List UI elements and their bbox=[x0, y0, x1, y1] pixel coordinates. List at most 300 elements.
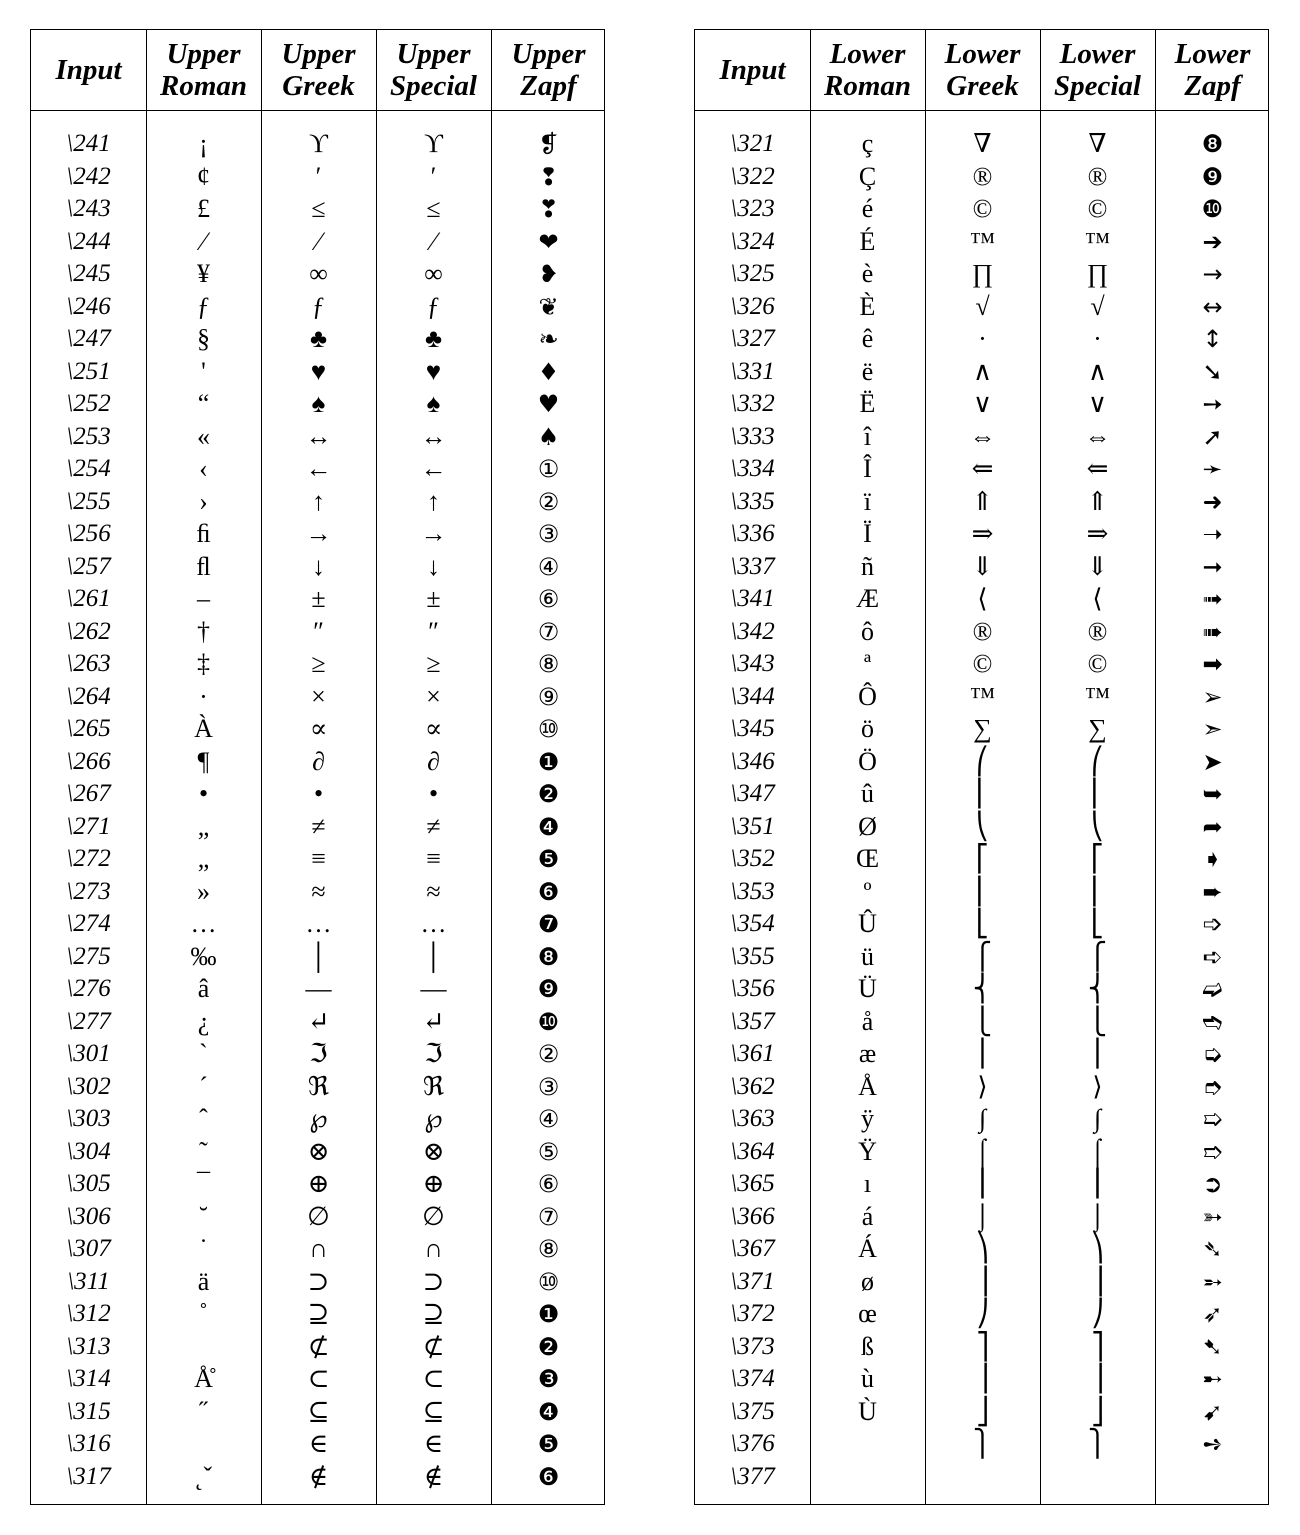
table-cell: ⌡ bbox=[1089, 1201, 1106, 1231]
table-cell: ⎮ bbox=[1090, 1169, 1105, 1198]
table-cell: ⎣ bbox=[976, 909, 989, 938]
table-cell: Ï bbox=[863, 519, 872, 548]
table-cell: ⌠ bbox=[1089, 1136, 1106, 1166]
table-cell: ➬ bbox=[1202, 1007, 1223, 1036]
table-cell: ➞ bbox=[1202, 552, 1223, 581]
table-cell: „ bbox=[197, 811, 210, 841]
table-cell: \247 bbox=[66, 325, 111, 352]
table-cell: ↓ bbox=[427, 551, 440, 581]
table-cell: ˜ bbox=[199, 1136, 208, 1166]
table-cell: Å̊ bbox=[194, 1364, 213, 1393]
table-cell: ê bbox=[861, 324, 874, 353]
table-cell: ù bbox=[861, 1364, 874, 1393]
table-cell: û bbox=[861, 779, 874, 808]
table-cell: ı bbox=[863, 1169, 872, 1198]
table-cell: \245 bbox=[66, 260, 111, 287]
header-line: Lower bbox=[829, 38, 906, 70]
table-cell: — bbox=[305, 974, 332, 1003]
table-cell: ⎞ bbox=[1091, 1234, 1104, 1263]
table-cell: \271 bbox=[66, 812, 111, 840]
table-cell: ⎣ bbox=[1091, 909, 1104, 938]
table-cell: … bbox=[420, 909, 447, 938]
table-cell: ¯ bbox=[197, 1169, 210, 1198]
table-cell: â bbox=[197, 974, 210, 1003]
table-cell: ˛ˇ bbox=[194, 1461, 213, 1491]
table-cell: \334 bbox=[730, 455, 775, 482]
table-cell: ❦ bbox=[538, 292, 559, 321]
column-upper-roman bbox=[146, 128, 261, 1493]
table-cell: ⎮ bbox=[975, 1169, 990, 1198]
table-cell: \354 bbox=[730, 910, 775, 937]
header-line: Input bbox=[55, 54, 122, 86]
table-cell: \306 bbox=[66, 1202, 111, 1230]
table-cell: \305 bbox=[66, 1170, 111, 1197]
table-cell: ⎞ bbox=[976, 1234, 989, 1263]
header-line: Lower bbox=[1174, 38, 1251, 70]
table-cell: · bbox=[978, 324, 987, 353]
table-cell: ⎫ bbox=[1087, 1429, 1108, 1458]
table-cell: • bbox=[198, 779, 209, 808]
table-cell: ➘ bbox=[1202, 357, 1223, 386]
table-cell: \314 bbox=[66, 1365, 111, 1392]
table-cell: ⟩ bbox=[1092, 1071, 1103, 1101]
table-cell: ❿ bbox=[1201, 195, 1224, 223]
table-cell: ⁄ bbox=[201, 226, 206, 256]
header-lower-zapf bbox=[1155, 30, 1270, 110]
table-cell: \264 bbox=[66, 682, 111, 710]
table-cell: ⎢ bbox=[1091, 876, 1104, 906]
table-cell: ➴ bbox=[1202, 1235, 1223, 1263]
table-cell: á bbox=[861, 1201, 874, 1231]
table-cell: \364 bbox=[730, 1137, 775, 1165]
table-cell: ➙ bbox=[1202, 390, 1223, 418]
table-cell: \255 bbox=[66, 487, 111, 515]
table-cell: … bbox=[190, 909, 217, 938]
table-cell: – bbox=[197, 584, 210, 613]
table-cell: ➡ bbox=[1202, 650, 1223, 678]
header-upper-special bbox=[376, 30, 491, 110]
table-cell: ± bbox=[426, 584, 441, 613]
table-cell: ∑ bbox=[973, 714, 992, 743]
table-cell: Á bbox=[858, 1234, 877, 1263]
table-cell: \376 bbox=[730, 1430, 775, 1457]
table-cell: ∞ bbox=[424, 259, 443, 288]
table-cell: \262 bbox=[66, 617, 111, 645]
table-cell: \342 bbox=[730, 617, 775, 645]
table-cell: \371 bbox=[730, 1267, 775, 1295]
table-cell: \267 bbox=[66, 780, 111, 807]
table-cell: ∑ bbox=[1088, 714, 1107, 743]
table-cell: ⎤ bbox=[1091, 1331, 1104, 1361]
table-cell: \372 bbox=[730, 1300, 775, 1327]
table-cell: ↔ bbox=[420, 421, 447, 451]
table-cell: \343 bbox=[730, 650, 775, 677]
table-cell: ♣ bbox=[424, 324, 443, 353]
table-cell: ∉ bbox=[423, 1461, 444, 1491]
table-cell: Û bbox=[858, 909, 877, 938]
table-cell: \356 bbox=[730, 975, 775, 1002]
table-cell: ∩ bbox=[309, 1234, 328, 1263]
table-cell: ⎦ bbox=[976, 1396, 989, 1426]
table-cell: ⊗ bbox=[307, 1136, 330, 1166]
column-input bbox=[695, 128, 810, 1493]
table-cell: ⎩ bbox=[1087, 1006, 1108, 1036]
table-cell: \302 bbox=[66, 1072, 111, 1100]
header-lower-special bbox=[1040, 30, 1155, 110]
table-cell: ⊕ bbox=[422, 1169, 445, 1198]
table-cell: ⑤ bbox=[537, 1137, 560, 1166]
table-cell: ⎪ bbox=[972, 1039, 993, 1068]
table-cell: \336 bbox=[730, 520, 775, 547]
table-cell: ∝ bbox=[309, 714, 328, 743]
table-cell: ˘ bbox=[199, 1201, 208, 1231]
table-cell: ❷ bbox=[537, 780, 560, 808]
table-cell: ❿ bbox=[537, 1007, 560, 1036]
table-cell: ➨ bbox=[1202, 877, 1223, 906]
table-cell: ➜ bbox=[1202, 487, 1223, 516]
table-cell: ¿ bbox=[197, 1006, 210, 1036]
table-cell: ∉ bbox=[308, 1461, 329, 1491]
table-cell bbox=[1155, 1461, 1270, 1494]
table-cell: ℘ bbox=[424, 1104, 443, 1133]
table-cell: ➸ bbox=[1202, 1365, 1223, 1393]
table-cell: ↑ bbox=[427, 486, 440, 516]
table-cell: ⊆ bbox=[422, 1396, 445, 1426]
table-cell: ❼ bbox=[537, 910, 560, 938]
table-cell: \374 bbox=[730, 1365, 775, 1392]
table-cell: ❡ bbox=[538, 130, 559, 158]
column-lower-greek bbox=[925, 128, 1040, 1493]
table-cell: \361 bbox=[730, 1040, 775, 1067]
table-cell: ① bbox=[537, 455, 560, 483]
table-cell: … bbox=[305, 909, 332, 938]
table-cell: ö bbox=[861, 714, 874, 743]
table-cell: ④ bbox=[537, 1105, 560, 1133]
table-cell: ➭ bbox=[1202, 1040, 1223, 1068]
table-cell: ⎩ bbox=[972, 1006, 993, 1036]
table-cell: ⊄ bbox=[307, 1331, 330, 1361]
table-cell: ® bbox=[972, 161, 993, 191]
table-cell: \325 bbox=[730, 260, 775, 287]
table-cell: Ù bbox=[858, 1396, 877, 1426]
table-cell: œ bbox=[858, 1299, 877, 1328]
table-cell: × bbox=[311, 681, 326, 711]
table-cell: • bbox=[428, 779, 439, 808]
table-cell: \274 bbox=[66, 910, 111, 937]
table-cell: \273 bbox=[66, 877, 111, 905]
table-cell: ª bbox=[863, 649, 872, 678]
table-cell: \261 bbox=[66, 585, 111, 612]
table-cell: ← bbox=[420, 454, 447, 483]
table-cell: ∏ bbox=[1086, 259, 1109, 288]
table-cell: ❥ bbox=[538, 260, 559, 288]
table-cell bbox=[810, 1461, 925, 1494]
table-cell: Ø bbox=[858, 811, 877, 841]
header-line: Upper bbox=[281, 38, 356, 70]
table-cell: ⑥ bbox=[537, 585, 560, 613]
header-upper-zapf bbox=[491, 30, 606, 110]
table-cell: ` bbox=[199, 1039, 208, 1068]
table-cell: ⑩ bbox=[537, 1267, 560, 1296]
table-cell: \346 bbox=[730, 747, 775, 775]
table-cell: ❶ bbox=[537, 1300, 560, 1328]
table-cell: ② bbox=[537, 487, 560, 516]
table-cell: ∧ bbox=[1087, 356, 1108, 386]
table-cell: Ö bbox=[858, 746, 877, 776]
table-cell: \377 bbox=[730, 1462, 775, 1490]
table-cell: \251 bbox=[66, 357, 111, 385]
table-cell: ′ bbox=[315, 161, 322, 191]
table-cell: ⟨ bbox=[1092, 584, 1103, 613]
table-cell: ↑ bbox=[312, 486, 325, 516]
table-cell: ♥ bbox=[537, 390, 560, 418]
table-cell: ⎡ bbox=[1091, 844, 1104, 873]
column-lower-special bbox=[1040, 128, 1155, 1493]
table-cell: \327 bbox=[730, 325, 775, 352]
table-cell: ❸ bbox=[537, 1365, 560, 1393]
table-cell: \311 bbox=[67, 1267, 110, 1295]
table-cell: ❽ bbox=[1201, 130, 1224, 158]
table-cell: \252 bbox=[66, 390, 111, 417]
table-cell: \253 bbox=[66, 422, 111, 450]
table-cell: ⇔ bbox=[1084, 421, 1111, 451]
table-cell: ″ bbox=[428, 616, 439, 646]
table-cell: ´ bbox=[199, 1071, 208, 1101]
table-cell: ➧ bbox=[1202, 845, 1223, 873]
table-cell: ≥ bbox=[311, 649, 326, 678]
column-upper-zapf bbox=[491, 128, 606, 1493]
table-cell: ˆ bbox=[199, 1104, 208, 1133]
table-cell: ℑ bbox=[309, 1039, 328, 1068]
right-table bbox=[694, 29, 1269, 1505]
table-cell: \333 bbox=[730, 422, 775, 450]
table-cell: ⎜ bbox=[976, 779, 989, 808]
table-cell: \331 bbox=[730, 357, 775, 385]
table-cell: ∈ bbox=[423, 1429, 444, 1458]
table-cell: ♠ bbox=[426, 389, 441, 418]
table-cell: ⎧ bbox=[1087, 941, 1108, 971]
table-cell: ➳ bbox=[1202, 1202, 1223, 1231]
table-cell: ™ bbox=[1084, 226, 1111, 256]
table-cell: ⎛ bbox=[1091, 746, 1104, 776]
table-cell: ℜ bbox=[307, 1071, 330, 1101]
table-cell: \367 bbox=[730, 1235, 775, 1262]
table-cell: § bbox=[197, 324, 210, 353]
table-cell: ❹ bbox=[537, 1397, 560, 1426]
table-cell: ⊂ bbox=[422, 1364, 445, 1393]
table-cell: \316 bbox=[66, 1430, 111, 1457]
table-cell: ❤ bbox=[538, 227, 559, 256]
table-cell: ∅ bbox=[307, 1201, 330, 1231]
table-cell: ❻ bbox=[537, 877, 560, 906]
table-cell: ⇑ bbox=[971, 486, 994, 516]
table-cell: \375 bbox=[730, 1397, 775, 1425]
table-cell: ⊇ bbox=[422, 1299, 445, 1328]
table-cell: │ bbox=[309, 941, 328, 971]
table-cell: ➚ bbox=[1202, 422, 1223, 451]
table-cell: ⑩ bbox=[537, 715, 560, 743]
table-cell: \352 bbox=[730, 845, 775, 872]
table-cell: \324 bbox=[730, 227, 775, 255]
table-cell: ⇐ bbox=[971, 454, 994, 483]
table-cell: ä bbox=[197, 1266, 210, 1296]
table-cell: \272 bbox=[66, 845, 111, 872]
header-line: Zapf bbox=[1184, 70, 1241, 102]
table-cell: ˝ bbox=[199, 1396, 208, 1426]
table-cell: √ bbox=[1090, 291, 1105, 321]
table-cell: \243 bbox=[66, 195, 111, 222]
table-cell: \266 bbox=[66, 747, 111, 775]
table-cell: ♥ bbox=[310, 356, 327, 386]
table-cell: ❺ bbox=[537, 1430, 560, 1458]
table-cell: \323 bbox=[730, 195, 775, 222]
table-cell: \335 bbox=[730, 487, 775, 515]
table-cell: © bbox=[972, 194, 993, 223]
table-cell: “ bbox=[197, 389, 210, 418]
table-cell: ≈ bbox=[311, 876, 326, 906]
table-cell: ∇ bbox=[973, 129, 992, 158]
table-cell: ♣ bbox=[309, 324, 328, 353]
table-cell: ⇓ bbox=[1086, 551, 1109, 581]
table-cell: ⎠ bbox=[976, 1299, 989, 1328]
table-cell: ≈ bbox=[426, 876, 441, 906]
table-cell: ⇓ bbox=[971, 551, 994, 581]
table-cell: ≡ bbox=[426, 844, 441, 873]
table-cell: ‰ bbox=[190, 941, 217, 971]
table-cell: \307 bbox=[66, 1235, 111, 1262]
table-cell: ≥ bbox=[426, 649, 441, 678]
table-cell: ß bbox=[861, 1331, 874, 1361]
table-cell: ♥ bbox=[425, 356, 442, 386]
table-cell: ∅ bbox=[422, 1201, 445, 1231]
table-cell: \256 bbox=[66, 520, 111, 547]
table-cell: ⎨ bbox=[972, 974, 993, 1003]
table-cell: ♦ bbox=[537, 357, 560, 386]
table-cell: \242 bbox=[66, 162, 111, 190]
table-cell: ↵ bbox=[422, 1006, 445, 1036]
header-input bbox=[31, 30, 146, 110]
table-cell: ⎨ bbox=[1087, 974, 1108, 1003]
table-cell: ∂ bbox=[427, 746, 440, 776]
table-cell: ≠ bbox=[426, 811, 441, 841]
table-cell: ❽ bbox=[537, 942, 560, 971]
table-cell: ⌡ bbox=[974, 1201, 991, 1231]
table-cell: Ü bbox=[858, 974, 877, 1003]
table-cell: ➦ bbox=[1202, 812, 1223, 841]
table-cell: º bbox=[863, 876, 872, 906]
header-line: Greek bbox=[282, 70, 355, 102]
table-cell: ⊃ bbox=[422, 1266, 445, 1296]
table-cell: é bbox=[861, 194, 874, 223]
table-cell: ü bbox=[861, 941, 874, 971]
table-cell: È bbox=[859, 291, 876, 321]
table-cell: — bbox=[420, 974, 447, 1003]
table-cell: \366 bbox=[730, 1202, 775, 1230]
table-cell: ↵ bbox=[307, 1006, 330, 1036]
table-cell: å bbox=[861, 1006, 874, 1036]
table-cell bbox=[1040, 1461, 1155, 1494]
table-cell: ¢ bbox=[197, 161, 210, 191]
table-cell: ⎝ bbox=[976, 811, 989, 841]
header-line: Input bbox=[719, 54, 786, 86]
table-cell: ➟ bbox=[1202, 585, 1223, 613]
left-table bbox=[30, 29, 605, 1505]
column-lower-zapf bbox=[1155, 128, 1270, 1493]
table-cell: ‡ bbox=[197, 649, 210, 678]
header-upper-greek bbox=[261, 30, 376, 110]
table-cell: ➷ bbox=[1202, 1332, 1223, 1361]
table-cell: ï bbox=[863, 486, 872, 516]
table-cell: ⑨ bbox=[537, 682, 560, 711]
column-lower-roman bbox=[810, 128, 925, 1493]
table-cell: ∨ bbox=[1087, 389, 1108, 418]
table-cell: ⑦ bbox=[537, 1202, 560, 1231]
table-cell: ∞ bbox=[309, 259, 328, 288]
table-cell: ⁄ bbox=[316, 226, 321, 256]
table-cell: \353 bbox=[730, 877, 775, 905]
table-cell: ™ bbox=[969, 226, 996, 256]
table-cell: ➯ bbox=[1202, 1105, 1223, 1133]
table-cell: ② bbox=[537, 1040, 560, 1068]
table-cell: ® bbox=[1087, 616, 1108, 646]
table-cell: ⊆ bbox=[307, 1396, 330, 1426]
table-cell: \315 bbox=[66, 1397, 111, 1425]
table-cell: è bbox=[861, 259, 874, 288]
table-cell: \344 bbox=[730, 682, 775, 710]
table-cell: ⊇ bbox=[307, 1299, 330, 1328]
table-cell: · bbox=[199, 681, 208, 711]
table-cell: Œ bbox=[855, 844, 880, 873]
header-line: Upper bbox=[511, 38, 586, 70]
table-cell: ± bbox=[311, 584, 326, 613]
column-upper-special bbox=[376, 128, 491, 1493]
table-cell: É bbox=[859, 226, 876, 256]
table-cell: Ÿ bbox=[858, 1136, 877, 1166]
table-cell: ⎤ bbox=[976, 1331, 989, 1361]
table-cell: ⇑ bbox=[1086, 486, 1109, 516]
table-cell: î bbox=[863, 421, 872, 451]
header-line: Zapf bbox=[520, 70, 577, 102]
column-upper-greek bbox=[261, 128, 376, 1493]
table-cell: ∧ bbox=[972, 356, 993, 386]
table-cell: \322 bbox=[730, 162, 775, 190]
table-cell: ➪ bbox=[1202, 942, 1223, 971]
table-cell bbox=[810, 1428, 925, 1461]
table-cell bbox=[146, 1331, 261, 1364]
table-cell: \363 bbox=[730, 1105, 775, 1132]
table-cell: ❺ bbox=[537, 845, 560, 873]
table-cell: \257 bbox=[66, 552, 111, 580]
table-cell: ≤ bbox=[426, 194, 441, 223]
header-line: Upper bbox=[166, 38, 241, 70]
table-cell: Æ bbox=[855, 584, 880, 613]
table-cell: ⊄ bbox=[422, 1331, 445, 1361]
table-cell: ñ bbox=[861, 551, 874, 581]
table-cell: ➥ bbox=[1202, 780, 1223, 808]
table-cell: ′ bbox=[430, 161, 437, 191]
table-cell: ≡ bbox=[311, 844, 326, 873]
table-cell: ø bbox=[861, 1266, 874, 1296]
table-cell: ⁄ bbox=[431, 226, 436, 256]
table-cell: ⌠ bbox=[974, 1136, 991, 1166]
table-cell: ⎝ bbox=[1091, 811, 1104, 841]
table-cell: ∝ bbox=[424, 714, 443, 743]
table-cell: ¡ bbox=[199, 129, 208, 158]
table-cell: ∨ bbox=[972, 389, 993, 418]
table-cell: À bbox=[194, 714, 213, 743]
table-cell: ≠ bbox=[311, 811, 326, 841]
header-line: Special bbox=[1054, 70, 1141, 102]
